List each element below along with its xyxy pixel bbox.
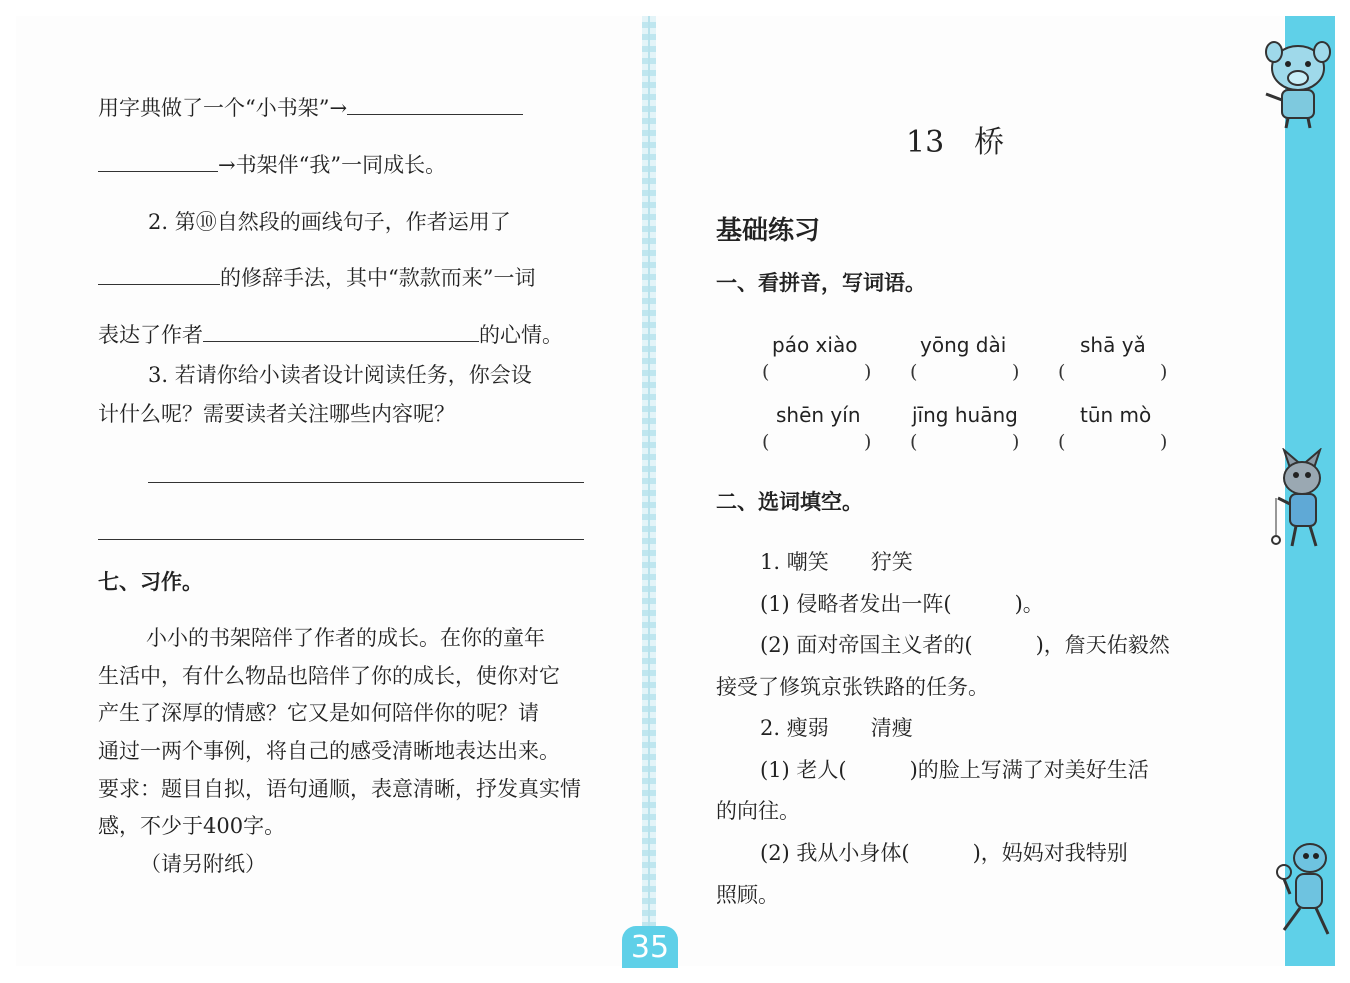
pinyin-1: páo xiào bbox=[772, 333, 858, 357]
group-1-sentence-2b: 接受了修筑京张铁路的任务。 bbox=[716, 675, 989, 699]
answer-box-4-open: ( bbox=[762, 431, 770, 453]
question-2-line-c: 表达了作者 的心情。 bbox=[98, 323, 563, 347]
section-1-heading: 一、看拼音，写词语。 bbox=[716, 271, 926, 295]
essay-line-6: 感，不少于400字。 bbox=[98, 814, 286, 838]
group-2-sentence-2a: (2) 我从小身体( )，妈妈对我特别 bbox=[760, 841, 1128, 865]
question-3-line-b: 计什么呢？需要读者关注哪些内容呢？ bbox=[98, 402, 455, 426]
dog-mascot-icon bbox=[1270, 838, 1336, 942]
question-2-line-a: 2. 第⑩自然段的画线句子，作者运用了 bbox=[148, 210, 511, 234]
page-number: 35 bbox=[622, 926, 678, 968]
left-line-1: 用字典做了一个“小书架”→ bbox=[98, 98, 523, 119]
answer-box-6-close: ) bbox=[1160, 431, 1168, 453]
answer-box-2-close: ) bbox=[1012, 361, 1020, 383]
answer-box-2-open: ( bbox=[910, 361, 918, 383]
answer-box-6-open: ( bbox=[1058, 431, 1066, 453]
group-2-words: 2. 瘦弱 清瘦 bbox=[760, 716, 913, 740]
essay-line-4: 通过一两个事例，将自己的感受清晰地表达出来。 bbox=[98, 739, 560, 763]
answer-box-3-open: ( bbox=[1058, 361, 1066, 383]
spine-line bbox=[648, 16, 650, 966]
left-line-2: →书架伴“我”一同成长。 bbox=[98, 155, 446, 176]
answer-box-4-close: ) bbox=[864, 431, 872, 453]
pinyin-4: shēn yín bbox=[776, 403, 861, 427]
wolf-mascot-icon bbox=[1270, 448, 1336, 554]
group-1-words: 1. 嘲笑 狞笑 bbox=[760, 550, 913, 574]
section-7-heading: 七、习作。 bbox=[98, 570, 203, 594]
basic-practice-heading: 基础练习 bbox=[716, 216, 821, 246]
pinyin-5: jīng huāng bbox=[912, 403, 1018, 427]
answer-box-1-close: ) bbox=[864, 361, 872, 383]
answer-box-3-close: ) bbox=[1160, 361, 1168, 383]
group-2-sentence-2b: 照顾。 bbox=[716, 883, 779, 907]
group-1-sentence-2a: (2) 面对帝国主义者的( )，詹天佑毅然 bbox=[760, 633, 1170, 657]
essay-line-2: 生活中，有什么物品也陪伴了你的成长，使你对它 bbox=[98, 664, 560, 688]
answer-line-1 bbox=[148, 482, 584, 483]
answer-line-2 bbox=[98, 539, 584, 540]
essay-line-1: 小小的书架陪伴了作者的成长。在你的童年 bbox=[146, 626, 545, 650]
group-1-sentence-1: (1) 侵略者发出一阵( )。 bbox=[760, 592, 1044, 616]
question-2-line-b: 的修辞手法，其中“款款而来”一词 bbox=[98, 268, 535, 289]
answer-box-5-close: ) bbox=[1012, 431, 1020, 453]
group-2-sentence-1a: (1) 老人( )的脸上写满了对美好生活 bbox=[760, 758, 1149, 782]
lesson-title: 13 桥 bbox=[906, 125, 1005, 160]
essay-line-3: 产生了深厚的情感？它又是如何陪伴你的呢？请 bbox=[98, 701, 539, 725]
pig-mascot-icon bbox=[1258, 30, 1336, 130]
question-3-line-a: 3. 若请你给小读者设计阅读任务，你会设 bbox=[148, 363, 532, 387]
essay-note: （请另附纸） bbox=[140, 852, 266, 876]
pinyin-3: shā yǎ bbox=[1080, 333, 1146, 357]
answer-box-1-open: ( bbox=[762, 361, 770, 383]
pinyin-6: tūn mò bbox=[1080, 403, 1152, 427]
section-2-heading: 二、选词填空。 bbox=[716, 490, 863, 514]
pinyin-2: yōng dài bbox=[920, 333, 1007, 357]
essay-line-5: 要求：题目自拟，语句通顺，表意清晰，抒发真实情 bbox=[98, 777, 581, 801]
group-2-sentence-1b: 的向往。 bbox=[716, 799, 800, 823]
answer-box-5-open: ( bbox=[910, 431, 918, 453]
